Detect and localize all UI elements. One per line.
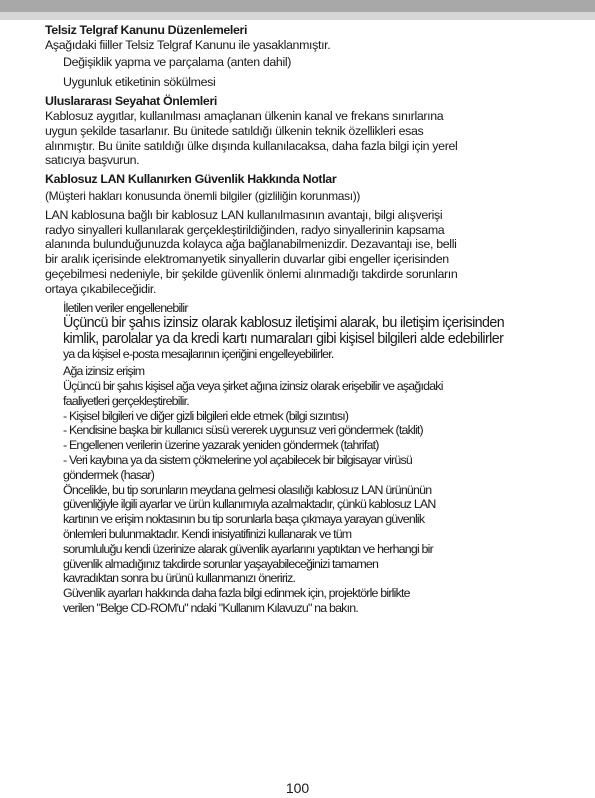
lan-line: bir aralık içerisinde elektromanyetik sinyallerin duvarlar gibi engeller içerisinden (45, 252, 449, 267)
bullet-item: - Kişisel bilgileri ve diğer gizli bilgileri elde etmek (bilgi sızıntısı) (63, 408, 349, 423)
prohibited-item: Değişiklik yapma ve parçalama (anten dahil) (63, 54, 292, 69)
lan-line: LAN kablosuna bağlı bir kablosuz LAN kullanılmasının avantajı, bilgi alışverişi (45, 207, 443, 222)
lan-line: alanında bulunduğunuzda kolayca ağa bağlanabilmenizdir. Dezavantajı ise, belli (45, 237, 457, 252)
closing-line: verilen "Belge CD-ROM'u" ndaki "Kullanım Kılavuzu" na bakın. (63, 600, 358, 615)
travel-line: uygun şekilde tasarlanır. Bu ünitede satıldığı ülkenin teknik özellikleri esas (45, 123, 424, 138)
top-band (0, 0, 595, 12)
top-band-light (0, 12, 595, 20)
closing-line: güvenlik almadığınız takdirde sorunlar yaşayabileceğinizi tamamen (63, 556, 379, 571)
closing-line: Güvenlik ayarları hakkında daha fazla bilgi edinmek için, projektörle birlikte (63, 586, 410, 601)
section-heading-radio-law: Telsiz Telgraf Kanunu Düzenlemeleri (45, 23, 248, 37)
item-intercept-line: kimlik, parolalar ya da kredi kartı numaraları gibi kişisel bilgileri alde edebilirler (63, 331, 504, 348)
page-number: 100 (285, 780, 310, 796)
closing-line: kartının ve erişim noktasının bu tip sorunlarla başa çıkmaya yarayan güvenlik (63, 512, 425, 527)
closing-line: kavradıktan sonra bu ürünü kullanmanızı öneririz. (63, 571, 296, 586)
item-title-unauthorized: Ağa izinsiz erişim (63, 364, 145, 379)
travel-line: satıcıya başvurun. (45, 153, 140, 168)
bullet-item-cont: göndermek (hasar) (63, 467, 155, 482)
bullet-item: - Engellenen verilerin üzerine yazarak yeniden göndermek (tahrifat) (63, 438, 379, 453)
page-body (45, 23, 557, 616)
section-heading-wlan-security: Kablosuz LAN Kullanırken Güvenlik Hakkında Notlar (45, 172, 337, 187)
lan-line: geçebilmesi nedeniyle, bir şekilde güvenlik önlemi alınmadığı takdirde sorunların (45, 266, 458, 281)
closing-line: önlemleri bulunmaktadır. Kendi inisiyatifinizi kullanarak ve tüm (63, 526, 352, 541)
section-heading-travel: Uluslararası Seyahat Önlemleri (45, 94, 218, 109)
closing-line: Öncelikle, bu tip sorunların meydana gelmesi olasılığı kablosuz LAN ürününün (63, 482, 432, 497)
lan-line: ortaya çıkabileceğidir. (45, 281, 157, 296)
closing-line: sorumluluğu kendi üzerinize alarak güvenlik ayarlarını yaptıktan ve herhangi bir (63, 541, 433, 556)
item-intercept-line: ya da kişisel e-posta mesajlarının içeriğini engelleyebilirler. (63, 347, 334, 362)
travel-line: Kablosuz aygıtlar, kullanılması amaçlanan ülkenin kanal ve frekans sınırlarına (45, 108, 444, 123)
item-unauthorized-line: Üçüncü bir şahıs kişisel ağa veya şirket ağına izinsiz olarak erişebilir ve aşağıdaki (63, 378, 443, 393)
item-unauthorized-line: faaliyetleri gerçekleştirebilir. (63, 393, 189, 408)
item-title-intercept: İletilen veriler engellenebilir (63, 300, 188, 315)
travel-line: alınmıştır. Bu ünite satıldığı ülke dışında kullanılacaksa, daha fazla bilgi için yerel (45, 138, 458, 153)
lan-line: radyo sinyalleri kullanılarak gerçekleştirildiğinden, radyo sinyallerinin kapsama (45, 222, 445, 237)
bullet-item: - Veri kaybına ya da sistem çökmelerine yol açabilecek bir bilgisayar virüsü (63, 452, 412, 467)
bullet-item: - Kendisine başka bir kullanıcı süsü vererek uygunsuz veri göndermek (taklit) (63, 423, 423, 438)
section-subheading: (Müşteri hakları konusunda önemli bilgiler (gizliliğin korunması)) (45, 188, 361, 203)
item-intercept-line: Üçüncü bir şahıs izinsiz olarak kablosuz iletişimi alarak, bu iletişim içerisinden (63, 315, 505, 332)
prohibited-item: Uygunluk etiketinin sökülmesi (63, 75, 216, 90)
closing-line: güvenliğiyle ilgili ayarlar ve ürün kullanımıyla azalmaktadır, çünkü kablosuz LAN (63, 497, 436, 512)
intro-text: Aşağıdaki fiiller Telsiz Telgraf Kanunu ile yasaklanmıştır. (45, 37, 331, 52)
